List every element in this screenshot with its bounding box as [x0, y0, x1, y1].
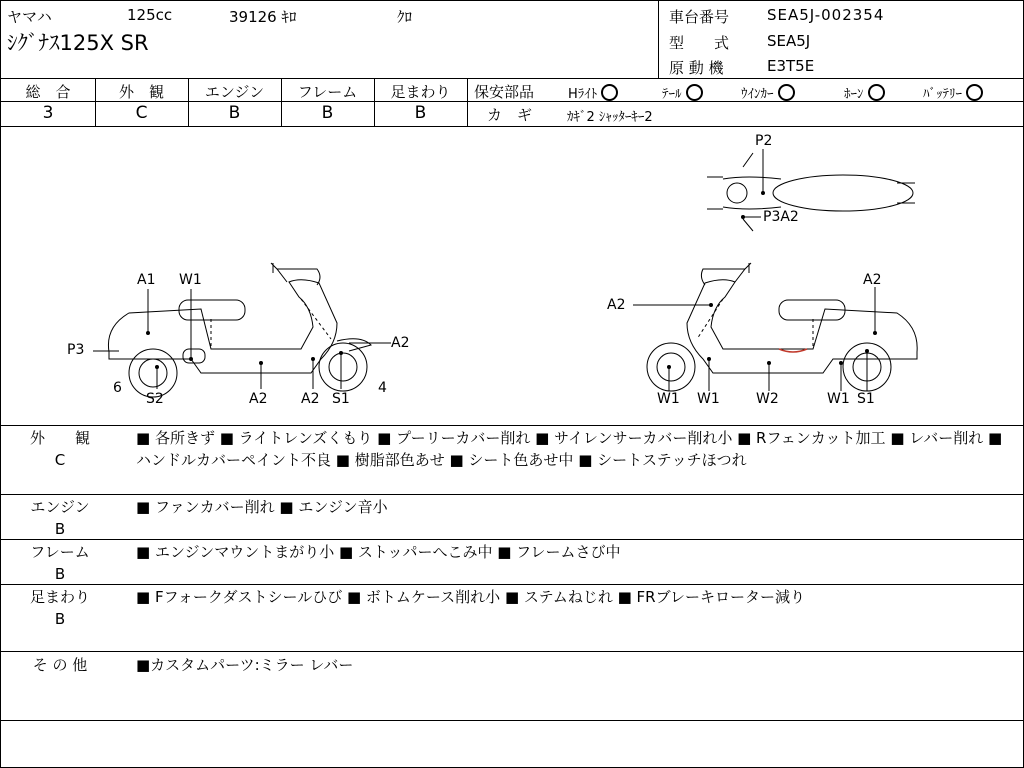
detail-row-frame	[1, 541, 1023, 585]
diagram-label: W1	[697, 391, 720, 407]
diagram-label: W1	[827, 391, 850, 407]
leader-lines	[93, 149, 877, 391]
diagram-label: 4	[378, 380, 387, 396]
detail-text: ■ Fフォークダストシールひび ■ ボトムケース削れ小 ■ ステムねじれ ■ FRブレーキローター減り	[136, 588, 805, 606]
ok-circle-icon	[601, 84, 618, 101]
divider	[1, 539, 1023, 540]
frame-no: SEA5J-002354	[767, 6, 885, 24]
safety-item-horn	[844, 83, 885, 102]
detail-grade: B	[54, 610, 66, 628]
diagram-label: 6	[113, 380, 122, 396]
ok-circle-icon	[966, 84, 983, 101]
mileage: 39126 ｷﾛ	[229, 8, 297, 26]
detail-text: ■ エンジンマウントまがり小 ■ ストッパーへこみ中 ■ フレームさび中	[136, 543, 621, 561]
overall-label: 総 合	[25, 83, 71, 101]
detail-category: 外 観	[29, 429, 90, 447]
top-view-scooter-icon	[707, 153, 915, 231]
safety-item-label: ﾎｰﾝ	[844, 87, 864, 102]
type-label: 型 式	[669, 34, 730, 52]
safety-item-label: ｳｲﾝｶｰ	[741, 87, 774, 102]
diagram-label: S1	[332, 391, 350, 407]
diagram-label: A1	[137, 272, 156, 288]
displacement: 125cc	[127, 6, 173, 24]
safety-label: 保安部品	[474, 83, 535, 101]
safety-item-label: ﾃｰﾙ	[662, 87, 682, 102]
diagram-label: P3	[67, 342, 85, 358]
engine-grade-label: エンジン	[204, 83, 265, 101]
grid-line	[467, 78, 468, 126]
engine-label: 原 動 機	[669, 59, 724, 77]
engine-value: E3T5E	[767, 57, 815, 75]
detail-row-other	[1, 654, 1023, 714]
suspension-grade-label: 足まわり	[390, 83, 451, 101]
diagram-label: A2	[249, 391, 268, 407]
diagram-label: A2	[607, 297, 626, 313]
ok-circle-icon	[686, 84, 703, 101]
diagram-label: P2	[755, 133, 773, 149]
divider	[1, 494, 1023, 495]
model-name: ｼｸﾞﾅｽ125X SR	[7, 31, 149, 55]
detail-text: ■カスタムパーツ:ミラー レバー	[136, 656, 354, 674]
diagram-label: S2	[146, 391, 164, 407]
frame-grade-label: フレーム	[297, 83, 358, 101]
diagram-label: P3A2	[763, 209, 799, 225]
detail-row-exterior	[1, 427, 1023, 493]
ok-circle-icon	[868, 84, 885, 101]
diagram-label: W1	[179, 272, 202, 288]
header-divider	[658, 1, 659, 78]
type-value: SEA5J	[767, 32, 811, 50]
exterior-label: 外 観	[118, 83, 164, 101]
safety-item-battery	[923, 83, 983, 102]
divider	[1, 720, 1023, 721]
safety-item-headlight	[568, 83, 618, 102]
divider	[1, 425, 1023, 426]
exterior-grade: C	[135, 103, 148, 123]
divider	[1, 78, 1023, 79]
detail-category: フレーム	[30, 543, 90, 561]
detail-row-engine	[1, 496, 1023, 540]
detail-text: ■ ファンカバー削れ ■ エンジン音小	[136, 498, 388, 516]
diagram-label: S1	[857, 391, 875, 407]
engine-grade: B	[228, 103, 241, 123]
color: ｸﾛ	[397, 8, 413, 26]
diagram-label: A2	[863, 272, 882, 288]
diagram-label: A2	[391, 335, 410, 351]
diagram-label: W2	[756, 391, 779, 407]
frame-no-label: 車台番号	[669, 8, 730, 26]
maker: ヤマハ	[7, 8, 52, 26]
suspension-grade: B	[414, 103, 427, 123]
detail-category: そ の 他	[32, 656, 88, 674]
detail-grade: C	[54, 451, 66, 469]
key-label: カ ギ	[487, 106, 533, 124]
detail-row-suspension	[1, 586, 1023, 646]
detail-category: エンジン	[30, 498, 90, 516]
frame-grade: B	[321, 103, 334, 123]
safety-item-label: ﾊﾞｯﾃﾘｰ	[923, 87, 962, 102]
safety-item-winker	[741, 83, 795, 102]
ok-circle-icon	[778, 84, 795, 101]
detail-text: ■ 各所きず ■ ライトレンズくもり ■ プーリーカバー削れ ■ サイレンサーカバー削れ小 ■ Rフェンカット加工 ■ レバー削れ ■ ハンドルカバーペイント不良 ■ 樹脂部色あせ ■ シート色あせ中 ■ シートステッチほつれ	[136, 429, 1003, 469]
detail-category: 足まわり	[29, 588, 90, 606]
diagram-label: W1	[657, 391, 680, 407]
overall-grade: 3	[42, 103, 54, 123]
safety-item-tail	[662, 83, 703, 102]
key-value: ｶｷﾞ2 ｼｬｯﾀｰｷｰ2	[567, 110, 653, 125]
detail-grade: B	[54, 520, 66, 538]
detail-grade: B	[54, 565, 66, 583]
divider	[1, 651, 1023, 652]
divider	[1, 584, 1023, 585]
safety-item-label: Hﾗｲﾄ	[568, 87, 598, 102]
diagram-label: A2	[301, 391, 320, 407]
